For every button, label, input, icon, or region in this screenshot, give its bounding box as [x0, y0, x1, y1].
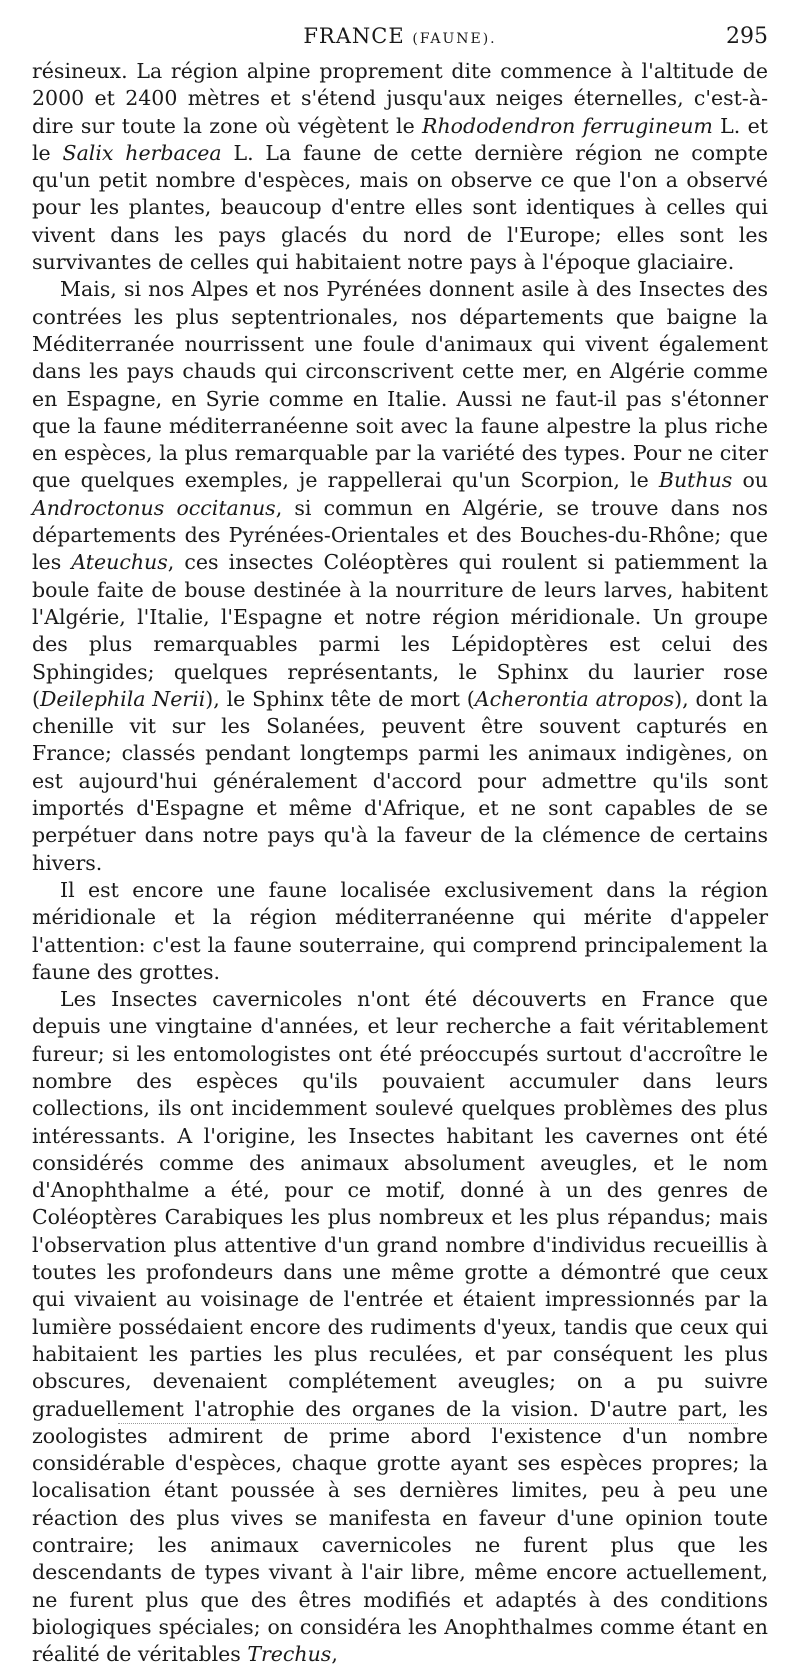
text-run: Mais, si nos Alpes et nos Pyrénées donnent asile à des Insectes des contrées les plus septentrionales, nos départements que baigne la Méditerranée nourrissent une foule d'animaux qui vivent également dans les pays chauds qui circonscrivent cette mer, en Algérie comme en Espagne, en Syrie comme en Italie. Aussi ne faut-il pas s'étonner que la faune méditerranéenne soit avec la faune alpestre la plus riche en espèces, la plus remarquable par la variété des types. Pour ne citer que quelques exemples, je rappellerai qu'un Scorpion, le [32, 277, 768, 493]
text-run: , [331, 1642, 338, 1667]
running-title-subtitle: (FAUNE). [412, 31, 497, 47]
text-run: L. La faune de cette dernière région ne compte qu'un petit nombre d'espèces, mais on observe ce que l'on a observé pour les plantes, beaucoup d'entre elles sont identiques à celles qui vivent dans les pays glacés du nord de l'Europe; elles sont les survivantes de celles qui habitaient notre pays à l'époque glaciaire. [32, 140, 768, 275]
paragraph [32, 877, 768, 986]
text-run: Il est encore une faune localisée exclusivement dans la région méridionale et la région méditerranéenne qui mérite d'appeler l'attention: c'est la faune souterraine, qui comprend principalement la faune des grottes. [32, 877, 768, 984]
text-run: Les Insectes cavernicoles n'ont été découverts en France que depuis une vingtaine d'années, et leur recherche a fait véritablement fureur; si les entomologistes ont été préoccupés surtout d'accroître le nombre des espèces qu'ils pouvaient accumuler dans leurs collections, ils ont incidemment soulevé quelques problèmes des plus intéressants. A l'origine, les Insectes habitant les cavernes ont été considérés comme des animaux absolument aveugles, et le nom d'Anophthalme a été, pour ce motif, donné à un des genres de Coléoptères Carabiques les plus nombreux et les plus répandus; mais l'observation plus attentive d'un grand nombre d'individus recueillis à toutes les profondeurs dans une même grotte a démontré que ceux qui vivaient au voisinage de l'entrée et étaient impressionnés par la lumière possédaient encore des rudiments d'yeux, tandis que ceux qui habitaient les parties les plus reculées, et par conséquent les plus obscures, devenaient complétement aveugles; on a pu suivre graduellement l'atrophie des organes de la vision. D'autre part, les zoologistes admirent de prime abord l'existence d'un nombre considérable d'espèces, chaque grotte ayant ses espèces propres; la localisation étant poussée à ses dernières limites, peu à peu une réaction des plus vives se manifesta en faveur d'une opinion toute contraire; les animaux cavernicoles ne furent plus que les descendants de types vivant à l'air libre, même encore actuellement, ne furent plus que des êtres modifiés et adaptés à des conditions biologiques spéciales; on considéra les Anophthalmes comme étant en réalité de véritables [32, 987, 768, 1667]
paragraph [32, 986, 768, 1668]
text-run: , si commun en Algérie, se trouve dans nos départements des Pyrénées-Orientales et des Bouches-du-Rhône; que les [32, 495, 768, 575]
italic-term: Androctonus occitanus [32, 495, 276, 520]
text-run: ou [732, 468, 768, 493]
italic-term: Deilephila Nerii [40, 686, 206, 711]
running-title [32, 24, 768, 48]
italic-term: Acherontia atropos [474, 686, 675, 711]
running-title-main: FRANCE [303, 24, 405, 48]
italic-term: Ateuchus [71, 550, 168, 575]
italic-term: Rhododendron ferrugineum [422, 113, 713, 138]
text-run: ), dont la chenille vit sur les Solanées, peuvent être souvent capturés en France; classés pendant longtemps parmi les animaux indigènes, on est aujourd'hui généralement d'accord pour admettre qu'ils sont importés d'Espagne et même d'Afrique, et ne sont capables de se perpétuer dans notre pays qu'à la faveur de la clémence de certains hivers. [32, 686, 768, 875]
body-text [32, 58, 768, 1669]
text-run: L. et le [32, 113, 768, 165]
footer-rule [118, 1423, 738, 1424]
text-run: ), le Sphinx tête de mort ( [205, 686, 475, 711]
italic-term: Salix herbacea [62, 140, 222, 165]
paragraph [32, 58, 768, 276]
italic-term: Trechus [247, 1642, 332, 1667]
book-page [32, 18, 768, 1669]
paragraph [32, 276, 768, 877]
italic-term: Buthus [658, 468, 733, 493]
text-run: résineux. La région alpine proprement dite commence à l'altitude de 2000 et 2400 mètres et s'étend jusqu'aux neiges éternelles, c'est-à-dire sur toute la zone où végètent le [32, 59, 768, 138]
page-header [32, 18, 768, 54]
page-number: 295 [726, 24, 768, 49]
text-run: , ces insectes Coléoptères qui roulent si patiemment la boule faite de bouse destinée à la nourriture de leurs larves, habitent l'Algérie, l'Italie, l'Espagne et notre région méridionale. Un groupe des plus remarquables parmi les Lépidoptères est celui des Sphingides; quelques représentants, le Sphinx du laurier rose ( [32, 550, 768, 711]
